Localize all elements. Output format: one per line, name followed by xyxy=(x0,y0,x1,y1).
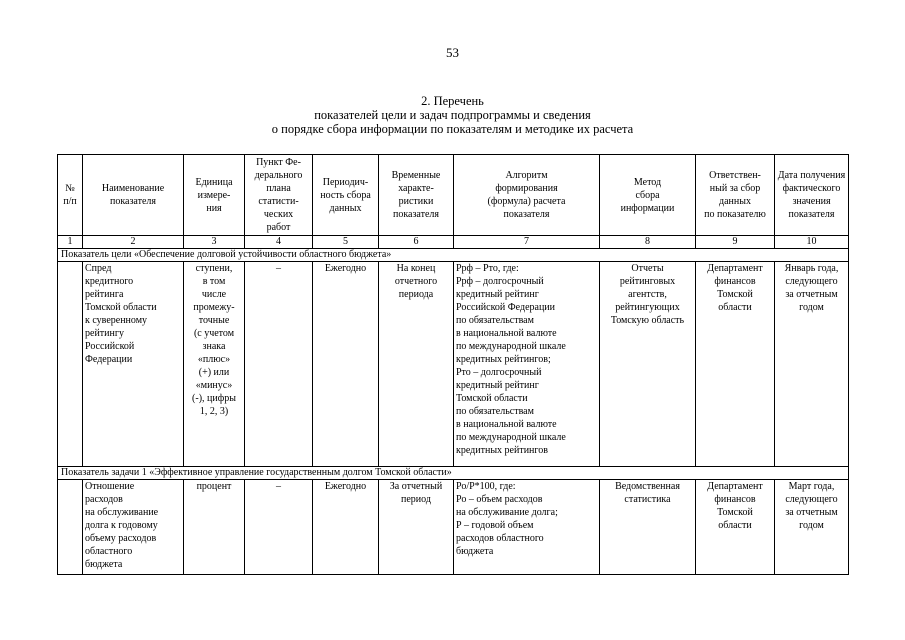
cell-algorithm: Ро/Р*100, где: Ро – объем расходов на обслуживание долга; Р – годовой объем расходов областного бюджета xyxy=(454,480,600,575)
cell-federal-plan: – xyxy=(245,480,313,575)
column-number: 8 xyxy=(600,236,696,249)
title-line-2: показателей цели и задач подпрограммы и сведения xyxy=(314,108,591,122)
column-number: 4 xyxy=(245,236,313,249)
table-header-row xyxy=(58,155,849,236)
column-number: 7 xyxy=(454,236,600,249)
cell-indicator-name: Отношение расходов на обслуживание долга к годовому объему расходов областного бюджета xyxy=(83,480,184,575)
title-line-3: о порядке сбора информации по показателям и методике их расчета xyxy=(271,122,634,136)
table-row xyxy=(58,480,849,575)
header-cell-method: Метод сбора информации xyxy=(600,155,696,236)
cell-federal-plan: – xyxy=(245,262,313,467)
cell-frequency: Ежегодно xyxy=(313,480,379,575)
cell-number xyxy=(58,262,83,467)
header-cell-time-characteristics: Временные характе- ристики показателя xyxy=(379,155,454,236)
header-cell-federal-plan: Пункт Фе- дерального плана статисти- ческих работ xyxy=(245,155,313,236)
column-number: 3 xyxy=(184,236,245,249)
indicators-table xyxy=(57,154,849,575)
document-title xyxy=(0,94,905,136)
column-number: 5 xyxy=(313,236,379,249)
cell-algorithm: Ррф – Рто, где: Ррф – долгосрочный кредитный рейтинг Российской Федерации по обязательствам в национальной валюте по международной шкале кредитных рейтингов; Рто – долгосрочный кредитный рейтинг Томской области по обязательствам в национальной валюте по международной шкале кредитных рейтингов xyxy=(454,262,600,467)
column-number: 6 xyxy=(379,236,454,249)
column-number: 10 xyxy=(775,236,849,249)
header-cell-date: Дата получения фактического значения показателя xyxy=(775,155,849,236)
section-row-task-1 xyxy=(58,467,849,480)
page-number: 53 xyxy=(446,45,459,60)
header-cell-frequency: Периодич- ность сбора данных xyxy=(313,155,379,236)
header-cell-unit: Единица измере- ния xyxy=(184,155,245,236)
section-row-goal xyxy=(58,249,849,262)
header-cell-number: № п/п xyxy=(58,155,83,236)
header-cell-algorithm: Алгоритм формирования (формула) расчета показателя xyxy=(454,155,600,236)
cell-responsible: Департамент финансов Томской области xyxy=(696,262,775,467)
cell-indicator-name: Спред кредитного рейтинга Томской области к суверенному рейтингу Российской Федерации xyxy=(83,262,184,467)
header-cell-name: Наименование показателя xyxy=(83,155,184,236)
cell-time-characteristics: За отчетный период xyxy=(379,480,454,575)
cell-number xyxy=(58,480,83,575)
header-cell-responsible: Ответствен- ный за сбор данных по показателю xyxy=(696,155,775,236)
cell-date: Март года, следующего за отчетным годом xyxy=(775,480,849,575)
table-row xyxy=(58,262,849,467)
cell-responsible: Департамент финансов Томской области xyxy=(696,480,775,575)
cell-date: Январь года, следующего за отчетным годом xyxy=(775,262,849,467)
cell-time-characteristics: На конец отчетного периода xyxy=(379,262,454,467)
cell-method: Ведомственная статистика xyxy=(600,480,696,575)
column-number: 9 xyxy=(696,236,775,249)
cell-unit: процент xyxy=(184,480,245,575)
cell-method: Отчеты рейтинговых агентств, рейтингующих Томскую область xyxy=(600,262,696,467)
column-number: 2 xyxy=(83,236,184,249)
section-heading-goal: Показатель цели «Обеспечение долговой устойчивости областного бюджета» xyxy=(58,249,849,262)
cell-unit: ступени, в том числе промежу- точные (с учетом знака «плюс» (+) или «минус» (-), цифры 1, 2, 3) xyxy=(184,262,245,467)
title-line-1: 2. Перечень xyxy=(421,94,484,108)
section-heading-task-1: Показатель задачи 1 «Эффективное управление государственным долгом Томской области» xyxy=(58,467,849,480)
column-numbers-row xyxy=(58,236,849,249)
column-number: 1 xyxy=(58,236,83,249)
cell-frequency: Ежегодно xyxy=(313,262,379,467)
